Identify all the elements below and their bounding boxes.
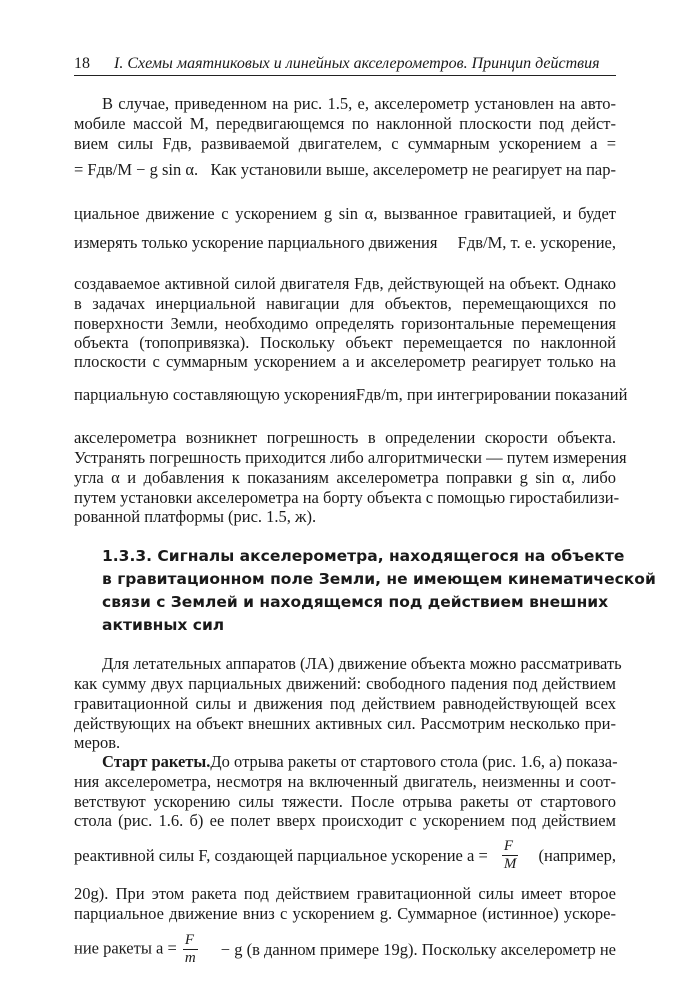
text-line: поверхности Земли, необходимо определять горизонтальные перемещения [74, 314, 616, 333]
formula-line [74, 838, 616, 873]
text-segment: , при интегрировании показаний [398, 385, 628, 404]
text-segment: парциальную составляющую ускорения [74, 385, 356, 404]
fraction: Fдв/M [457, 233, 503, 252]
text-line: как сумму двух парциальных движений: свободного падения под действием [74, 674, 616, 693]
formula-line [74, 233, 616, 253]
text-line: 20g). При этом ракета под действием гравитационной силы имеет второе [74, 884, 616, 903]
text-segment: измерять только ускорение парциального движения [74, 233, 438, 252]
text-line: стола (рис. 1.6. б) ее полет вверх происходит с ускорением под действием [74, 811, 616, 830]
running-header [74, 54, 616, 76]
chapter-title: I. Схемы маятниковых и линейных акселерометров. Принцип действия [114, 55, 600, 72]
text-line: акселерометра возникнет погрешность в определении скорости объекта. [74, 428, 616, 447]
text-line: меров. [74, 733, 121, 752]
text-line: рованной платформы (рис. 1.5, ж). [74, 507, 317, 526]
text-line: путем установки акселерометра на борту объекта с помощью гиростабилизи- [74, 488, 620, 507]
fraction: Fдв/m [355, 385, 399, 404]
text-line: объекта (топопривязка). Поскольку объект перемещается по наклонной [74, 333, 616, 352]
text-line: парциальное движение вниз с ускорением g. Суммарное (истинное) ускоре- [74, 904, 616, 923]
bold-lead: Старт ракеты. [102, 752, 211, 771]
text-segment: ние ракеты a = [74, 938, 177, 958]
fraction: $\frac{F}{M}$ [503, 838, 517, 872]
formula-line [74, 932, 616, 967]
text-line: вием силы Fдв, развиваемой двигателем, с суммарным ускорением a = [74, 134, 616, 153]
section-heading: активных сил [102, 616, 225, 634]
section-heading: в гравитационном поле Земли, не имеющем кинематической [102, 570, 656, 588]
text-line: в задачах инерциальной навигации для объектов, перемещающихся по [74, 294, 616, 313]
text-line: плоскости с суммарным ускорением a и акселерометр реагирует только на [74, 352, 616, 371]
text-line: циальное движение с ускорением g sin α, вызванное гравитацией, и будет [74, 204, 616, 223]
formula-line [74, 385, 628, 405]
page-number: 18 [74, 55, 90, 72]
text-segment: Как установили выше, акселерометр не реагирует на пар- [210, 160, 616, 179]
section-heading: связи с Землей и находящемся под действием внешних [102, 593, 609, 611]
text-line [74, 752, 616, 772]
text-segment: До отрыва ракеты от стартового стола (рис. 1.6, а) показа- [210, 752, 618, 771]
text-line: Для летательных аппаратов (ЛА) движение объекта можно рассматривать [102, 654, 622, 673]
text-line: ветствуют ускорению силы тяжести. После отрыва ракеты от стартового [74, 792, 616, 811]
fraction: $\frac{F}{m}$ [184, 932, 196, 966]
text-line: создаваемое активной силой двигателя Fдв, действующей на объект. Однако [74, 274, 616, 293]
text-line: гравитационной силы и движения под действием равнодействующей всех [74, 694, 616, 713]
text-line: мобиле массой M, передвигающемся по наклонной плоскости под дейст- [74, 114, 616, 133]
header-divider [74, 75, 616, 76]
formula-inline: = Fдв/M − g sin α. [74, 160, 199, 179]
text-line: угла α и добавления к показаниям акселерометра поправки g sin α, либо [74, 468, 616, 487]
formula-line [74, 160, 616, 180]
text-segment: , т. е. ускорение, [502, 233, 616, 252]
text-segment: (например, [538, 845, 616, 865]
text-segment: реактивной силы F, создающей парциальное ускорение a = [74, 845, 488, 865]
text-segment: − g (в данном примере 19g). Поскольку акселерометр не [220, 939, 616, 959]
text-line: В случае, приведенном на рис. 1.5, е, акселерометр установлен на авто- [102, 94, 616, 113]
text-line: ния акселерометра, несмотря на включенный двигатель, неизменны и соот- [74, 772, 616, 791]
text-line: Устранять погрешность приходится либо алгоритмически — путем измерения [74, 448, 627, 467]
text-line: действующих на объект внешних активных сил. Рассмотрим несколько при- [74, 714, 616, 733]
section-heading: 1.3.3. Сигналы акселерометра, находящегося на объекте [102, 547, 625, 565]
